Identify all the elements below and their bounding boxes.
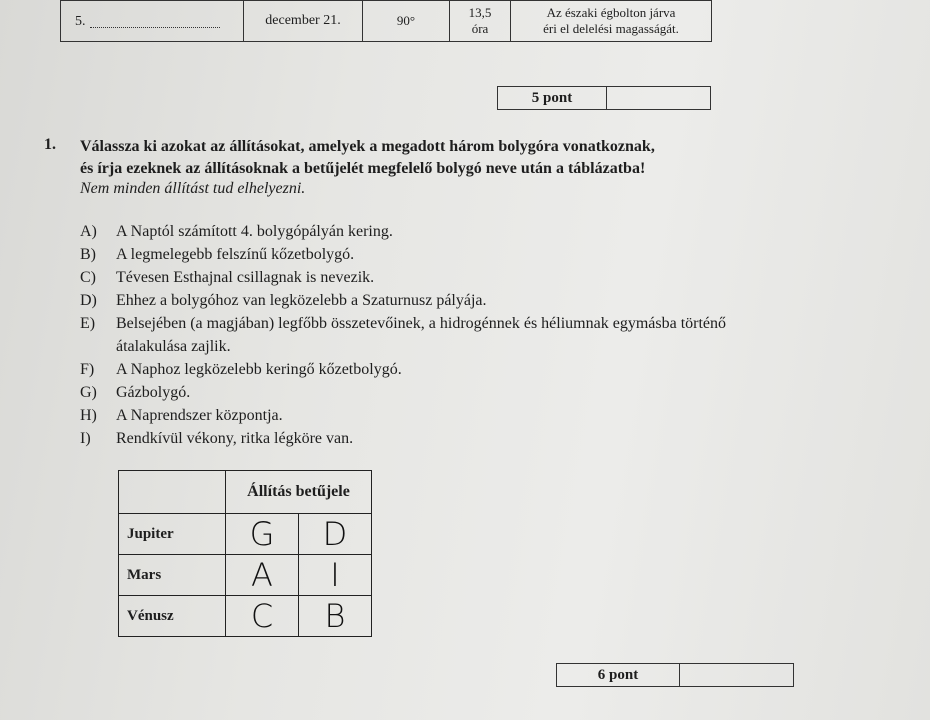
statement-text: Ehhez a bolygóhoz van legközelebb a Szaturnusz pályája. bbox=[116, 292, 487, 309]
task-instruction bbox=[80, 136, 800, 180]
answer-cell[interactable]: B bbox=[299, 596, 372, 637]
answer-blank bbox=[90, 27, 220, 28]
table-row bbox=[119, 596, 372, 637]
answer-table-header-row bbox=[119, 471, 372, 514]
score-label: 6 pont bbox=[557, 664, 680, 686]
statement-item bbox=[80, 266, 736, 289]
statement-item bbox=[80, 358, 736, 381]
previous-task-table-row bbox=[60, 0, 712, 42]
statement-text: A Naprendszer központja. bbox=[116, 407, 283, 424]
score-box-bottom bbox=[556, 663, 794, 687]
statement-letter: I) bbox=[80, 430, 91, 447]
hours-cell bbox=[450, 1, 511, 42]
score-entry-box bbox=[607, 87, 709, 109]
statement-item bbox=[80, 243, 736, 266]
planet-name: Vénusz bbox=[119, 596, 226, 637]
description-line-2: éri el delelési magasságát. bbox=[543, 21, 679, 36]
table-row bbox=[119, 514, 372, 555]
statement-text: A legmelegebb felszínű kőzetbolygó. bbox=[116, 246, 355, 263]
answer-table bbox=[118, 470, 372, 637]
statement-item bbox=[80, 404, 736, 427]
task-number: 1. bbox=[44, 136, 56, 153]
angle-cell: 90° bbox=[363, 1, 450, 42]
statement-letter: H) bbox=[80, 407, 97, 424]
instruction-line-2: és írja ezeknek az állításoknak a betűjelét megfelelő bolygó neve után a táblázatba! bbox=[80, 160, 646, 177]
statement-item bbox=[80, 312, 736, 358]
statement-item bbox=[80, 381, 736, 404]
statement-letter: E) bbox=[80, 315, 96, 332]
statement-text: A Naptól számított 4. bolygópályán kering. bbox=[116, 223, 393, 240]
planet-name: Jupiter bbox=[119, 514, 226, 555]
description-line-1: Az északi égbolton járva bbox=[546, 5, 676, 20]
statement-item bbox=[80, 289, 736, 312]
statement-letter: C) bbox=[80, 269, 96, 286]
date-cell: december 21. bbox=[244, 1, 363, 42]
answer-cell[interactable]: D bbox=[299, 514, 372, 555]
answer-table-header: Állítás betűjele bbox=[226, 471, 372, 514]
table-row bbox=[119, 555, 372, 596]
statement-text: A Naphoz legközelebb keringő kőzetbolygó. bbox=[116, 361, 402, 378]
score-entry-box bbox=[680, 664, 792, 686]
hours-unit: óra bbox=[471, 21, 489, 36]
task-note: Nem minden állítást tud elhelyezni. bbox=[80, 180, 306, 197]
answer-cell[interactable]: I bbox=[299, 555, 372, 596]
score-label: 5 pont bbox=[498, 87, 607, 109]
row-number: 5. bbox=[75, 13, 86, 29]
description-cell bbox=[511, 1, 712, 42]
statement-letter: G) bbox=[80, 384, 97, 401]
statement-item bbox=[80, 220, 736, 243]
answer-cell[interactable]: G bbox=[226, 514, 299, 555]
statement-letter: F) bbox=[80, 361, 95, 378]
row-number-cell bbox=[61, 1, 244, 42]
statement-item bbox=[80, 427, 736, 450]
statement-letter: B) bbox=[80, 246, 96, 263]
statement-letter: D) bbox=[80, 292, 97, 309]
answer-cell[interactable]: A bbox=[226, 555, 299, 596]
instruction-line-1: Válassza ki azokat az állításokat, amelyek a megadott három bolygóra vonatkoznak, bbox=[80, 138, 655, 155]
planet-name: Mars bbox=[119, 555, 226, 596]
statement-letter: A) bbox=[80, 223, 97, 240]
empty-header-cell bbox=[119, 471, 226, 514]
answer-cell[interactable]: C bbox=[226, 596, 299, 637]
statement-text: Belsejében (a magjában) legfőbb összetevőinek, a hidrogénnek és héliumnak egymásba történő átalakulása zajlik. bbox=[116, 315, 727, 355]
statement-list bbox=[80, 220, 736, 450]
statement-text: Tévesen Esthajnal csillagnak is nevezik. bbox=[116, 269, 375, 286]
statement-text: Rendkívül vékony, ritka légköre van. bbox=[116, 430, 354, 447]
statement-text: Gázbolygó. bbox=[116, 384, 191, 401]
score-box-top bbox=[497, 86, 711, 110]
hours-value: 13,5 bbox=[468, 5, 492, 20]
